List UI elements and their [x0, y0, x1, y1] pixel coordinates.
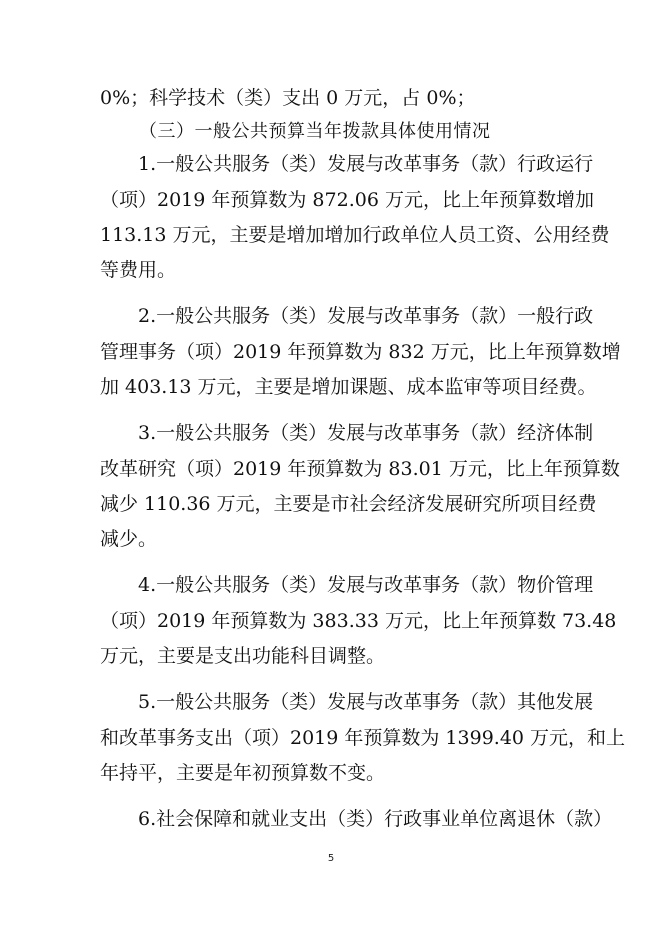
text-line: 0%；科学技术（类）支出 0 万元，占 0%； [100, 87, 476, 109]
text-line: 等费用。 [100, 259, 177, 281]
text-line: 3.一般公共服务（类）发展与改革事务（款）经济体制 [138, 422, 594, 444]
text-line: 113.13 万元，主要是增加增加行政单位人员工资、公用经费 [100, 224, 610, 246]
text-line: 和改革事务支出（项）2019 年预算数为 1399.40 万元，和上 [100, 727, 626, 749]
text-line: 6.社会保障和就业支出（类）行政事业单位离退休（款） [138, 808, 613, 830]
text-line: 加 403.13 万元，主要是增加课题、成本监审等项目经费。 [100, 376, 597, 398]
text-line: 年持平，主要是年初预算数不变。 [100, 762, 386, 784]
text-line: 1.一般公共服务（类）发展与改革事务（款）行政运行 [138, 153, 594, 175]
text-line: （项）2019 年预算数为 872.06 万元，比上年预算数增加 [100, 189, 594, 211]
text-line: 5.一般公共服务（类）发展与改革事务（款）其他发展 [138, 691, 594, 713]
text-line: （项）2019 年预算数为 383.33 万元，比上年预算数 73.48 [100, 610, 617, 632]
section-heading: （三）一般公共预算当年拨款具体使用情况 [139, 121, 491, 142]
text-line: 减少 110.36 万元，主要是市社会经济发展研究所项目经费 [100, 493, 597, 515]
page-number: 5 [327, 853, 335, 864]
text-line: 减少。 [100, 528, 158, 550]
text-line: 万元，主要是支出功能科目调整。 [100, 645, 386, 667]
text-line: 管理事务（项）2019 年预算数为 832 万元，比上年预算数增 [100, 341, 621, 363]
text-line: 4.一般公共服务（类）发展与改革事务（款）物价管理 [138, 574, 594, 596]
text-line: 2.一般公共服务（类）发展与改革事务（款）一般行政 [138, 305, 594, 327]
text-line: 改革研究（项）2019 年预算数为 83.01 万元，比上年预算数 [100, 458, 620, 480]
